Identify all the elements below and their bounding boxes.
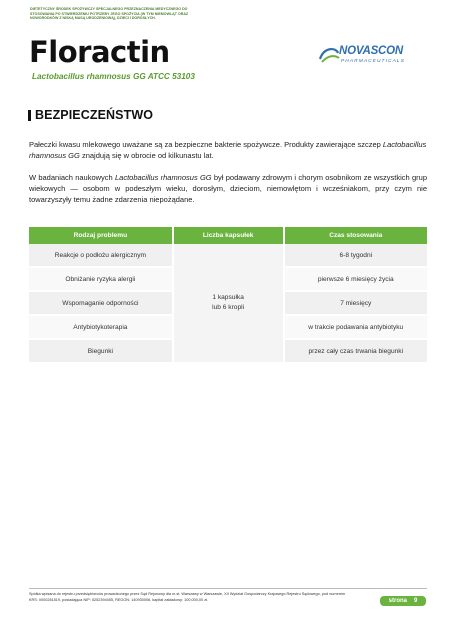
problem-cell: Reakcje o podłożu alergicznym [29, 244, 173, 267]
product-strain-subtitle: Lactobacillus rhamnosus GG ATCC 53103 [32, 72, 195, 81]
header-capsules: Liczba kapsułek [173, 227, 284, 244]
section-marker [28, 110, 31, 121]
dosage-table [29, 227, 427, 364]
duration-cell: w trakcie podawania antybiotyku [284, 315, 427, 339]
dose-cell: 1 kapsułka lub 6 kropli [173, 244, 284, 363]
table-row [29, 244, 427, 267]
duration-cell: pierwsze 6 miesięcy życia [284, 267, 427, 291]
footer-legal-text: Spółka wpisana do rejestru przedsiębiorców prowadzonego przez Sąd Rejonowy dla m.st. Warszawy w Warszawie, XII Wydział Gospodarczy Krajowego Rejestru Sądowego, pod numerem KRS: 0000281519, posiadająca NIP: 5252394455, REGON: 140930006, kapitał zakładowy: 100.000,00 zł. [29, 592, 346, 602]
safety-paragraph-1: Pałeczki kwasu mlekowego uważane są za bezpieczne bakterie spożywcze. Produkty zawierające szczep Lactobacillus rhamnosus GG znajdują się w obrocie od kilkunastu lat. [29, 140, 427, 160]
safety-paragraph-2: W badaniach naukowych Lactobacillus rhamnosus GG był podawany zdrowym i chorym osobnikom ze wszystkich grup wiekowych — osobom w podeszłym wieku, dorosłym, dzieciom, niemowlętom i wcześniakom, przy czym nie towarzyszyły temu żadne zdarzenia niepożądane. [29, 173, 427, 204]
problem-cell: Biegunki [29, 339, 173, 363]
page-indicator [380, 596, 426, 606]
page-number: 9 [414, 598, 418, 604]
footer-divider [29, 588, 427, 589]
brand-tagline: PHARMACEUTICALS [341, 59, 405, 64]
brand-name: NOVASCON [339, 45, 403, 57]
product-category-note: DIETETYCZNY ŚRODEK SPOŻYWCZY SPECJALNEGO PRZEZNACZENIA MEDYCZNEGO DO STOSOWANIA PO STWIERDZENIU POTRZEBY JEGO SPOŻYCIA (W TYM NIEMOWLĄT ORAZ NOWORODKÓW Z NISKĄ MASĄ URODZENIOWĄ), DZIECI I DOROSŁYCH. [30, 7, 189, 21]
brand-logo [318, 45, 438, 75]
duration-cell: przez cały czas trwania biegunki [284, 339, 427, 363]
problem-cell: Wspomaganie odporności [29, 291, 173, 315]
problem-cell: Obniżanie ryzyka alergii [29, 267, 173, 291]
header-problem: Rodzaj problemu [29, 227, 173, 244]
header-duration: Czas stosowania [284, 227, 427, 244]
section-title: BEZPIECZEŃSTWO [35, 108, 154, 122]
page-label: strona [388, 598, 407, 604]
duration-cell: 6-8 tygodni [284, 244, 427, 267]
product-logo: Floractin [29, 35, 170, 69]
duration-cell: 7 miesięcy [284, 291, 427, 315]
problem-cell: Antybiotykoterapia [29, 315, 173, 339]
swirl-icon [318, 45, 340, 65]
